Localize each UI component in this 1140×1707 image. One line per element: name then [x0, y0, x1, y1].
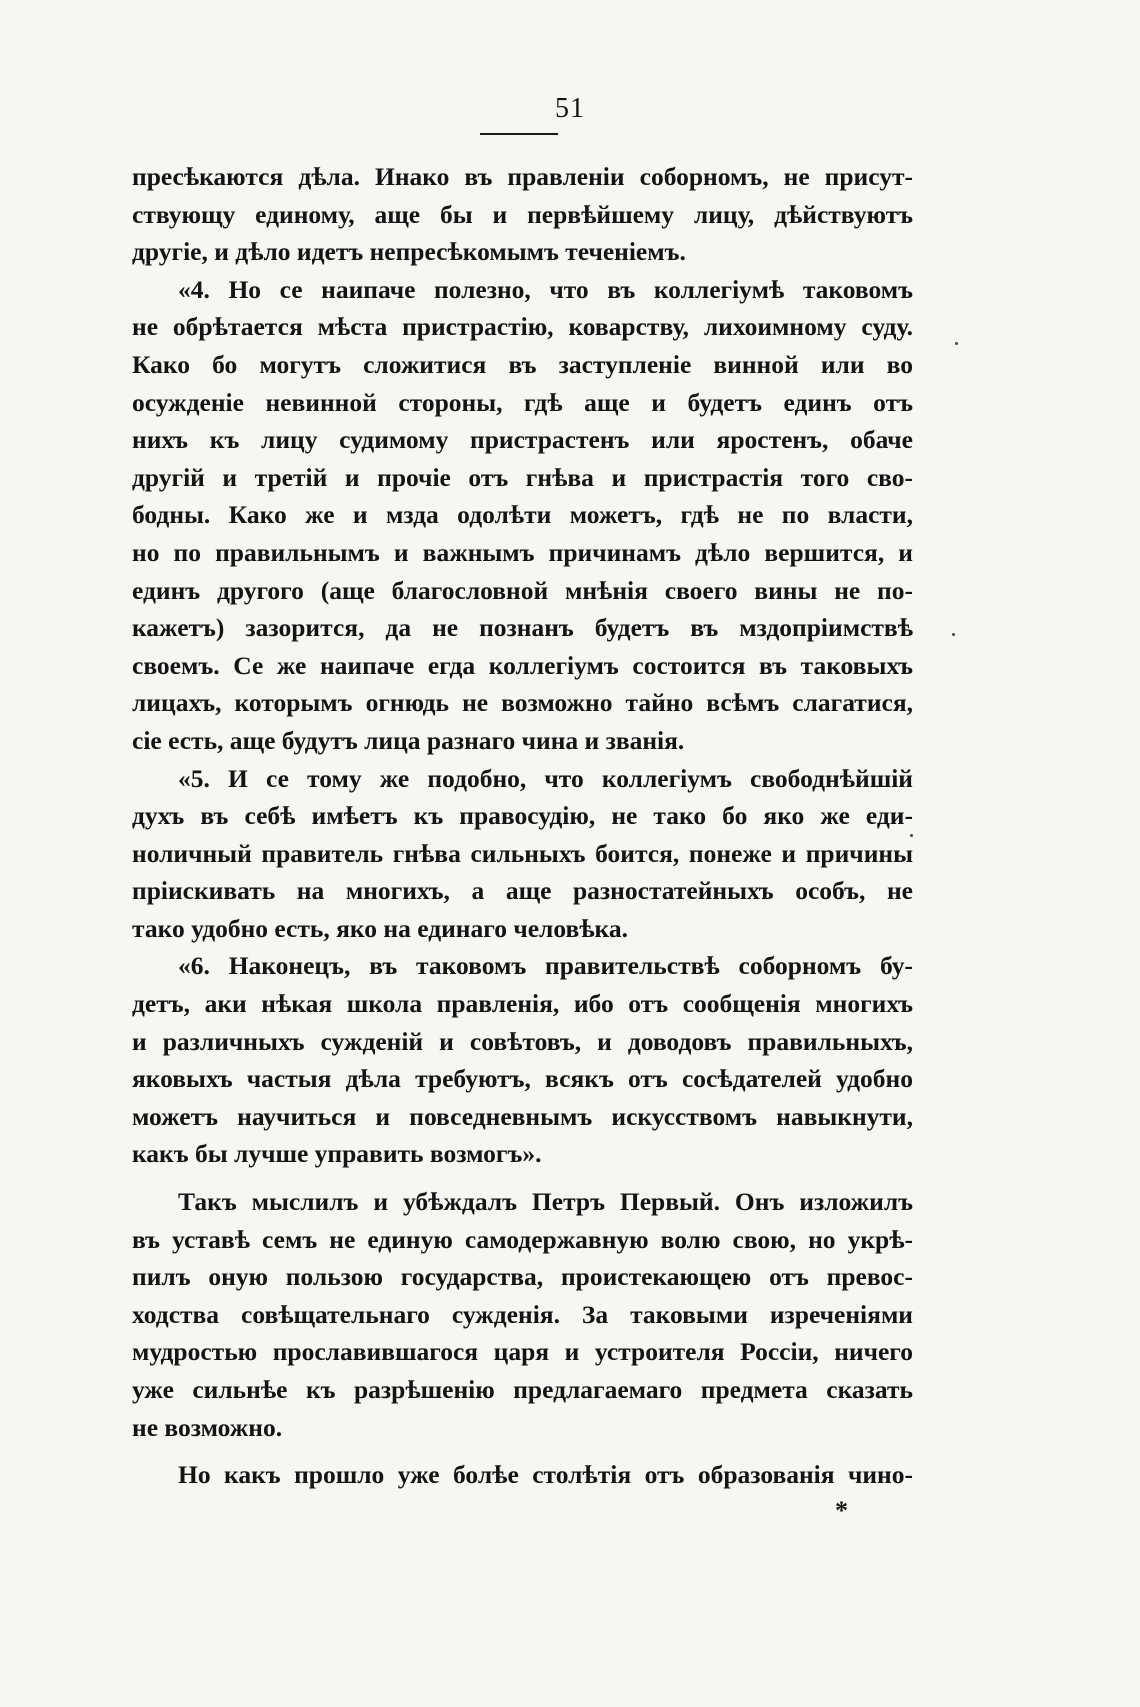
text-line: Како бо могутъ сложитися въ заступленіе винной или во	[132, 349, 913, 379]
page-number: 51	[555, 93, 585, 124]
text-line: тако удобно есть, яко на единаго человѣка.	[132, 913, 628, 943]
text-line: пріискивать на многихъ, а аще разностатейныхъ особъ, не	[132, 876, 913, 906]
text-line: въ уставѣ семъ не единую самодержавную волю свою, но укрѣ-	[132, 1224, 913, 1254]
text-line: яковыхъ частыя дѣла требуютъ, всякъ отъ сосѣдателей удобно	[132, 1064, 913, 1094]
text-line: какъ бы лучше управить возмогъ».	[132, 1139, 542, 1169]
text-line: Но какъ прошло уже болѣе столѣтія отъ образованія чино-	[178, 1460, 913, 1490]
page-number-rule	[480, 133, 558, 135]
text-line: духъ въ себѣ имѣетъ къ правосудію, не тако бо яко же еди-	[132, 801, 913, 831]
scan-speck	[910, 834, 913, 837]
paragraph-gap	[132, 1446, 913, 1456]
text-line: ноличный правитель гнѣва сильныхъ боится, понеже и причины	[132, 838, 913, 868]
text-line: другій и третій и прочіе отъ гнѣва и пристрастія того сво-	[132, 462, 913, 492]
text-line: уже сильнѣе къ разрѣшенію предлагаемаго предмета сказать	[132, 1375, 913, 1404]
text-line: другіе, и дѣло идетъ непресѣкомымъ теченіемъ.	[132, 237, 686, 267]
text-line: своемъ. Се же наипаче егда коллегіумъ состоится въ таковыхъ	[132, 650, 913, 680]
text-line: «4. Но се наипаче полезно, что въ коллегіумѣ таковомъ	[178, 274, 913, 304]
text-line: сіе есть, аще будутъ лица разнаго чина и званія.	[132, 725, 685, 755]
text-line: «5. И се тому же подобно, что коллегіумъ свободнѣйшій	[178, 763, 913, 793]
scan-speck	[952, 633, 955, 636]
text-line: но по правильнымъ и важнымъ причинамъ дѣло вершится, и	[132, 537, 913, 567]
text-line: ходства совѣщательнаго сужденія. За таковыми изреченіями	[132, 1299, 913, 1329]
text-line: ствующу единому, аще бы и первѣйшему лицу, дѣйствуютъ	[132, 199, 913, 229]
signature-mark: *	[835, 1496, 848, 1525]
text-line: детъ, аки нѣкая школа правленія, ибо отъ сообщенія многихъ	[132, 989, 913, 1019]
text-line: Такъ мыслилъ и убѣждалъ Петръ Первый. Онъ изложилъ	[178, 1187, 913, 1217]
text-line: можетъ научиться и повседневнымъ искусствомъ навыкнути,	[132, 1101, 913, 1131]
text-line: единъ другого (аще благословной мнѣнія своего вины не по-	[132, 575, 913, 605]
text-line: мудростью прославившагося царя и устроителя Россіи, ничего	[132, 1337, 913, 1367]
text-line: пресѣкаются дѣла. Инако въ правленіи соборномъ, не присут-	[132, 162, 913, 191]
text-line: «6. Наконецъ, въ таковомъ правительствѣ соборномъ бу-	[178, 951, 913, 981]
text-line: не обрѣтается мѣста пристрастію, коварству, лихоимному суду.	[132, 312, 913, 342]
scan-speck	[955, 342, 958, 345]
text-line: и различныхъ сужденій и совѣтовъ, и доводовъ правильныхъ,	[132, 1026, 913, 1056]
text-line: лицахъ, которымъ огнюдь не возможно тайно всѣмъ слагатися,	[132, 688, 913, 718]
text-line: кажетъ) зазорится, да не познанъ будетъ въ мздопріимствѣ	[132, 613, 913, 643]
body-text	[132, 158, 913, 1494]
text-line: бодны. Како же и мзда одолѣти можетъ, гдѣ не по власти,	[132, 500, 913, 530]
paragraph-gap	[132, 1173, 913, 1183]
text-line: осужденіе невинной стороны, гдѣ аще и будетъ единъ отъ	[132, 387, 913, 417]
text-line: не возможно.	[132, 1412, 283, 1442]
text-line: пилъ оную пользою государства, проистекающею отъ превос-	[132, 1262, 913, 1292]
text-line: нихъ къ лицу судимому пристрастенъ или яростенъ, обаче	[132, 425, 913, 455]
